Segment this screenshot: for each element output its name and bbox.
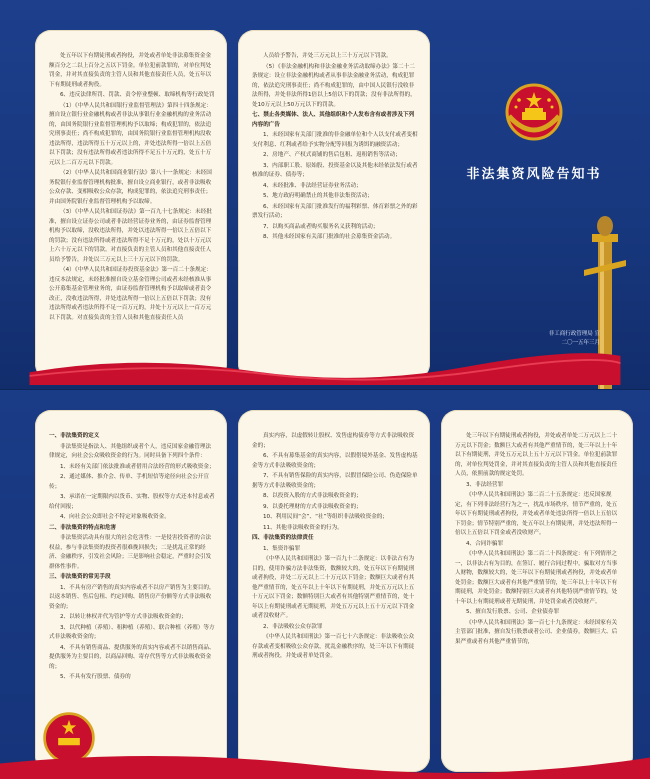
paragraph: 3、以代种植（养殖）、租种植（养殖）、联合种植（养殖）等方式非法吸收资金的； xyxy=(49,624,215,640)
paragraph: 7、以购买商品或者购买服务名义获利的活动； xyxy=(263,223,379,230)
paragraph: 11、其他非法吸收资金的行为。 xyxy=(263,524,343,531)
paragraph: 1、未经有关部门依法批准或者借用合法经营的形式吸收资金； xyxy=(60,463,215,470)
paragraph: 2、房地产、产权式商铺的售后包租、返租销售等活动； xyxy=(263,152,401,158)
paragraph: 6、违反法律所罚、罚款、责令停业整顿、取缔机构等行政处罚 xyxy=(60,92,215,98)
paragraph: 《中华人民共和国刑法》第一百七十六条规定：非法吸收公众存款或者变相吸收公众存款，扰乱金融秩序的，处三年以下有期徒刑或者拘役，并处或者单处罚金。 xyxy=(252,634,415,659)
paragraph: 9、以委托理财的方式非法吸收资金的； xyxy=(263,503,362,510)
paragraph: （1）《中华人民共和国银行业监督管理法》第四十四条规定：擅自设立银行业金融机构或者非法从事银行业金融机构的业务活动的，由国务院银行业监督管理机构予以取缔；构成犯罪的，依法追究刑事责任；尚不构成犯罪的，由国务院银行业监督管理机构没收违法所得，违法所得五十万元以上的，并处违法所得一倍以上五倍以下罚款；没有违法所得或者违法所得不足五十万元的，处五十万元以上二百万元以下罚款。 xyxy=(49,102,212,166)
paragraph: 8、以投资入股的方式非法吸收资金的； xyxy=(263,493,362,499)
panel-3 xyxy=(35,410,227,772)
panel-2-text xyxy=(252,52,418,370)
paragraph: 3、内部职工股、原始股、投资基金以及其他未经依法发行或者核准的证券、债券等； xyxy=(252,162,418,178)
red-ribbon-decoration xyxy=(0,345,650,385)
paragraph: （5）《非法金融机构和非法金融业务活动取缔办法》第二十二条规定：设立非法金融机构或者从事非法金融业务活动，构成犯罪的，依法追究刑事责任；尚不构成犯罪的，由中国人民银行没收非法所得，并处非法所得1倍以上5倍以下的罚款；没有非法所得的，处10万元以上50万元以下的罚款。 xyxy=(252,63,416,108)
paragraph: 8、其他未经国家有关部门批准的社会募集资金活动。 xyxy=(263,234,396,240)
paragraph: 5、地方政府明确禁止的其他非法集资活动； xyxy=(263,193,373,199)
paragraph: 5、不具有发行股票、债券的 xyxy=(60,674,131,680)
section-heading: 七、禁止各类媒体、法人、其他组织和个人发布含有或者涉及下列内容的广告 xyxy=(252,112,415,128)
paragraph: 6、不具有募集基金的真实内容，以假借境外基金、发售虚构基金等方式非法吸收资金的； xyxy=(252,453,418,469)
section-heading: 一、非法集资的定义 xyxy=(49,433,100,439)
brochure-outside xyxy=(0,0,650,389)
paragraph: （4）《中华人民共和国证券投资基金法》第一百二十条规定：违反本法规定，未经批准擅自设立基金管理公司或者未经核准从事公开募集基金管理业务的，由证券监督管理机构予以取缔或者责令改正，没收违法所得，并处违法所得一倍以上五倍以下罚款；没有违法所得或者违法所得不足一百万元的，并处十万元以上一百万元以下罚款。对直接负责的主管人员和其他直接责任人员 xyxy=(49,267,212,321)
panel-5-text xyxy=(455,432,621,762)
section-heading: 三、非法集资的常见手段 xyxy=(49,574,111,580)
panel-1 xyxy=(35,30,227,380)
paragraph: 3、非法经营罪 xyxy=(466,481,504,488)
section-heading: 四、非法集资的法律责任 xyxy=(252,535,314,541)
red-ribbon-bottom-decoration xyxy=(0,742,650,779)
paragraph: 1、不具有房产销售的真实内容或者不以房产销售为主要目的，以返本销售、售后包租、约定回购、销售房产份额等方式非法吸收资金的； xyxy=(49,584,215,610)
panel-2 xyxy=(238,30,430,380)
paragraph: 《中华人民共和国刑法》第一百七十九条规定：未经国家有关主管部门批准，擅自发行股票或者公司、企业债券，数额巨大、后果严重或者有其他严重情节的， xyxy=(455,619,618,645)
panel-4 xyxy=(238,410,430,772)
paragraph: （3）《中华人民共和国证券法》第一百九十七条规定：未经批准，擅自设立证券公司或者非法经营证券业务的，由证券监督管理机构予以取缔，没收违法所得，并处以违法所得一倍以上五倍以下的罚款；没有违法所得或者违法所得不足十万元的，处以十万元以上六十万元以下的罚款。对直接负责的主管人员和其他直接责任人员给予警告，并处以三万元以上三十万元以下的罚款。 xyxy=(49,209,212,263)
issue-date: 二〇一五年三月 xyxy=(561,340,600,346)
section-heading: 二、非法集资的特点和危害 xyxy=(49,524,117,531)
paragraph: 《中华人民共和国刑法》第二百二十四条规定：有下列情形之一，以非法占有为目的，在签订、履行合同过程中，骗取对方当事人财物，数额较大的，处三年以下有期徒刑或者拘役，并处或者单处罚金；数额巨大或者有其他严重情节的，处三年以上十年以下有期徒刑，并处罚金；数额特别巨大或者有其他特别严重情节的，处十年以上有期徒刑或者无期徒刑，并处罚金或者没收财产。 xyxy=(455,551,618,605)
panel-5 xyxy=(441,410,633,772)
panel-4-text xyxy=(252,432,418,762)
paragraph: 3、承诺在一定期限内以货币、实物、股权等方式还本付息或者给付回报； xyxy=(49,494,215,510)
paragraph: 处五年以下有期徒刑或者拘役，并处或者单处非法募集资金金额百分之二以上百分之五以下罚金。单位犯前款罪的，对单位判处罚金，并对其直接负责的主管人员和其他直接责任人员，处五年以下有期徒刑或者拘役。 xyxy=(49,53,212,88)
brochure-title: 非法集资风险告知书 xyxy=(466,167,602,182)
paragraph: 处三年以下有期徒刑或者拘役，并处或者单处二万元以上二十万元以下罚金；数额巨大或者有其他严重情节的，处三年以上十年以下有期徒刑，并处五万元以上五十万元以下罚金。单位犯前款罪的，对单位判处罚金，并对其直接负责的主管人员和其他直接责任人员，依照前款的规定处罚。 xyxy=(455,433,618,477)
issuer-name: 非工商行政管理局 宣 xyxy=(548,331,600,337)
paragraph: 真实内容，以虚假转让股权、发售虚构债券等方式非法吸收资金的； xyxy=(252,433,415,449)
paragraph: 2、以转让林权并代为管护等方式非法吸收资金的； xyxy=(60,614,187,620)
paragraph: 4、不具有销售商品、提供服务的真实内容或者不以销售商品、提供服务为主要目的，以商品回购、寄存代售等方式非法吸收资金的； xyxy=(49,644,215,670)
paragraph: 4、未经批准、非法经营证券业务活动； xyxy=(263,182,362,189)
paragraph: 10、利用民间“会”、“社”等组织非法吸收资金的； xyxy=(263,514,388,520)
paragraph: 2、非法吸收公众存款罪 xyxy=(263,623,323,630)
paragraph: 《中华人民共和国刑法》第一百九十二条规定：以非法占有为目的，使用诈骗方法非法集资，数额较大的，处五年以下有期徒刑或者拘役，并处二万元以上二十万元以下罚金；数额巨大或者有其他严重情节的，处五年以上十年以下有期徒刑，并处五万元以上五十万元以下罚金；数额特别巨大或者有其他特别严重情节的，处十年以上有期徒刑或者无期徒刑，并处五万元以上五十万元以下罚金或者没收财产。 xyxy=(252,556,415,619)
paragraph: 4、向社会公众即社会不特定对象吸收资金。 xyxy=(60,514,170,520)
paragraph: 4、合同诈骗罪 xyxy=(466,540,504,547)
paragraph: （2）《中华人民共和国商业银行法》第八十一条规定：未经国务院银行业监督管理机构批准，擅自设立商业银行，或者非法吸收公众存款、变相吸收公众存款，构成犯罪的，依法追究刑事责任；并由国务院银行业监督管理机构予以取缔。 xyxy=(49,170,212,205)
paragraph: 2、通过媒体、推介会、传单、手机短信等途径向社会公开宣传； xyxy=(49,474,209,490)
panel-1-text xyxy=(49,52,215,370)
paragraph: 人员给予警告，并处三万元以上三十万元以下罚款。 xyxy=(263,53,392,59)
brochure-inside xyxy=(0,389,650,779)
paragraph: 6、未经国家有关部门批准发行的福利彩票、体育彩票之外的彩票发行活动； xyxy=(252,203,418,219)
paragraph: 非法集资是指法人、其他组织或者个人，违反国家金融管理法律规定，向社会公众吸收资金的行为。同时具备下列四个条件： xyxy=(49,443,212,459)
paragraph: 1、未经国家有关部门批准的非金融单位和个人以支付或者变相支付利息、红利或者给予实物分配等回报为诱饵的融资活动； xyxy=(252,132,418,148)
paragraph: 5、擅自发行股票、公司、企业债券罪 xyxy=(466,609,560,615)
paragraph: 7、不具有销售保险的真实内容，以假冒保险公司、伪造保险单据等方式非法吸收资金的； xyxy=(252,473,418,489)
paragraph: 非法集资活动具有很大的社会危害性：一是侵害投资者的合法权益，参与非法集资的投资者很难挽回损失；二是扰乱正常的经济、金融秩序，引发社会风险；三是影响社会稳定，严重时会引发群体性事件。 xyxy=(49,535,212,570)
national-emblem-icon xyxy=(503,82,565,142)
paragraph: 《中华人民共和国刑法》第二百二十五条规定：违反国家规定，有下列非法经营行为之一，扰乱市场秩序，情节严重的，处五年以下有期徒刑或者拘役，并处或者单处违法所得一倍以上五倍以下罚金；情节特别严重的，处五年以上有期徒刑，并处违法所得一倍以上五倍以下罚金或者没收财产。 xyxy=(455,492,618,536)
paragraph: 1、集资诈骗罪 xyxy=(263,545,301,552)
